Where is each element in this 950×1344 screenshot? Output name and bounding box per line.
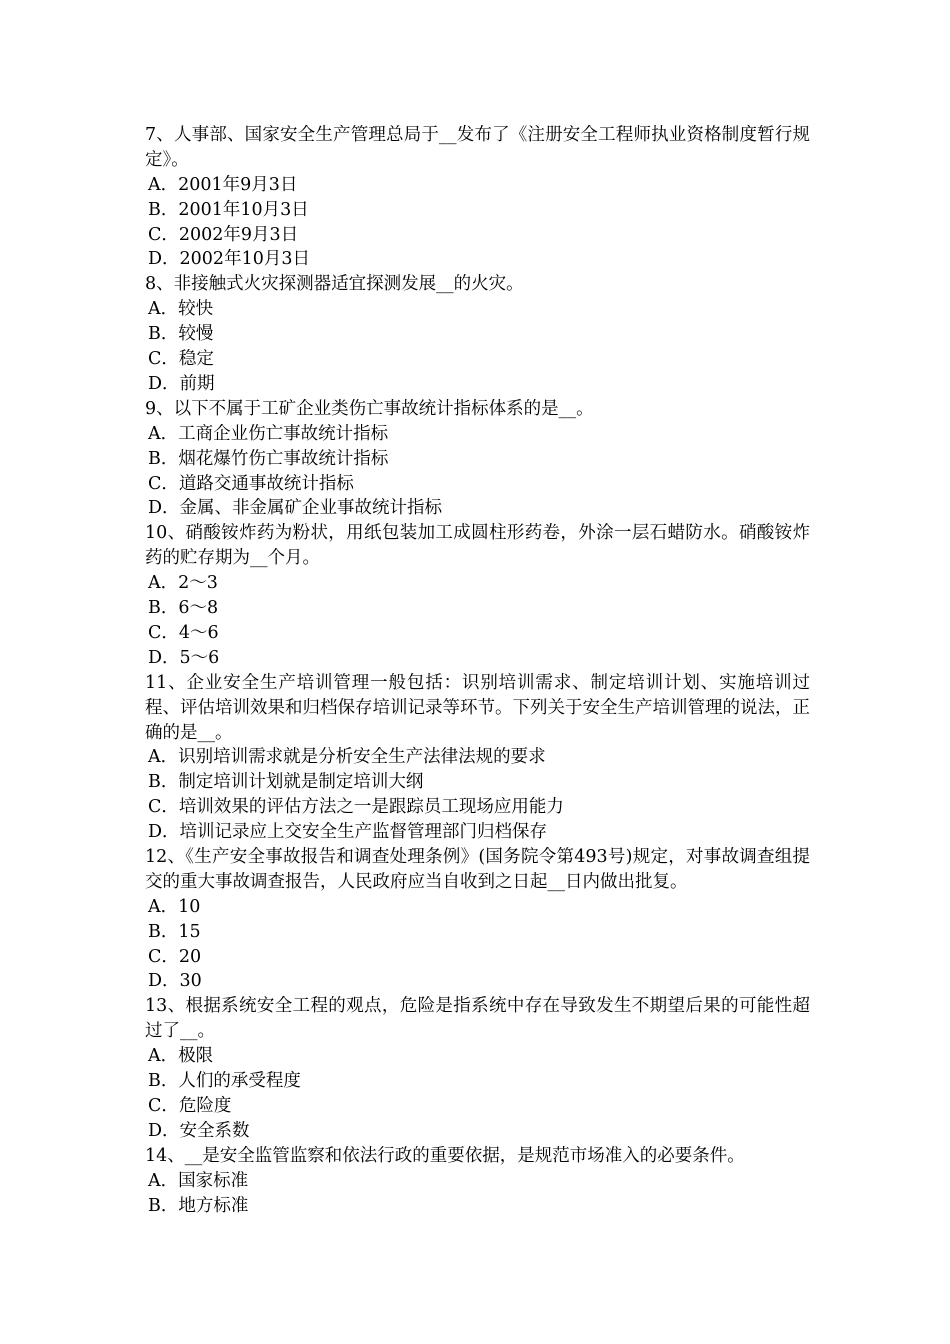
option-c: C．4～6 <box>148 622 219 643</box>
option-a: A．国家标准 <box>148 1170 249 1191</box>
question-text: 8、非接触式火灾探测器适宜探测发展__的火灾。 <box>145 274 524 295</box>
question-8 <box>145 272 810 297</box>
option-d: D．前期 <box>148 373 215 394</box>
option-b: B．地方标准 <box>148 1195 249 1216</box>
option-b: B．15 <box>148 921 201 942</box>
question-10 <box>145 521 810 571</box>
option-d: D．金属、非金属矿企业事故统计指标 <box>148 498 443 519</box>
option-a: A．2～3 <box>148 573 218 594</box>
question-text: 13、根据系统安全工程的观点，危险是指系统中存在导致发生不期望后果的可能性超过了__。 <box>145 996 810 1042</box>
option-b: B．2001年10月3日 <box>148 199 309 220</box>
option-a: A．识别培训需求就是分析安全生产法律法规的要求 <box>148 747 546 768</box>
option-d: D．2002年10月3日 <box>148 249 310 270</box>
option-b: B．烟花爆竹伤亡事故统计指标 <box>148 448 389 469</box>
option-a: A．2001年9月3日 <box>148 174 298 195</box>
option-d: D．30 <box>148 971 202 992</box>
option-a: A．10 <box>148 896 201 917</box>
option-a: A．较快 <box>148 299 214 320</box>
option-c: C．20 <box>148 946 202 967</box>
option-c: C．培训效果的评估方法之一是跟踪员工现场应用能力 <box>148 797 564 818</box>
option-c: C．道路交通事故统计指标 <box>148 473 354 494</box>
option-a: A．极限 <box>148 1046 214 1067</box>
question-text: 9、以下不属于工矿企业类伤亡事故统计指标体系的是__。 <box>145 398 594 419</box>
question-13 <box>145 994 810 1044</box>
question-11 <box>145 671 810 746</box>
question-9 <box>145 397 810 422</box>
document-page <box>145 123 810 1218</box>
question-14 <box>145 1144 810 1169</box>
option-b: B．6～8 <box>148 598 219 619</box>
option-c: C．稳定 <box>148 349 214 370</box>
question-text: 14、__是安全监管监察和依法行政的重要依据，是规范市场准入的必要条件。 <box>145 1145 745 1166</box>
option-b: B．制定培训计划就是制定培训大纲 <box>148 772 424 793</box>
question-12 <box>145 845 810 895</box>
question-7 <box>145 123 810 173</box>
option-d: D．安全系数 <box>148 1120 250 1141</box>
question-text: 7、人事部、国家安全生产管理总局于__发布了《注册安全工程师执业资格制度暂行规定》。 <box>145 125 810 170</box>
option-a: A．工商企业伤亡事故统计指标 <box>148 423 389 444</box>
option-d: D．培训记录应上交安全生产监督管理部门归档保存 <box>148 822 548 843</box>
option-c: C．危险度 <box>148 1095 232 1116</box>
option-c: C．2002年9月3日 <box>148 224 299 245</box>
option-b: B．人们的承受程度 <box>148 1071 301 1092</box>
question-text: 12、《生产安全事故报告和调查处理条例》(国务院令第493号)规定，对事故调查组提交的重大事故调查报告，人民政府应当自收到之日起__日内做出批复。 <box>145 846 810 892</box>
option-b: B．较慢 <box>148 324 214 345</box>
question-text: 10、硝酸铵炸药为粉状，用纸包装加工成圆柱形药卷，外涂一层石蜡防水。硝酸铵炸药的贮存期为__个月。 <box>145 523 810 569</box>
question-text: 11、企业安全生产培训管理一般包括：识别培训需求、制定培训计划、实施培训过程、评估培训效果和归档保存培训记录等环节。下列关于安全生产培训管理的说法，正确的是__。 <box>145 672 810 743</box>
option-d: D．5～6 <box>148 647 220 668</box>
